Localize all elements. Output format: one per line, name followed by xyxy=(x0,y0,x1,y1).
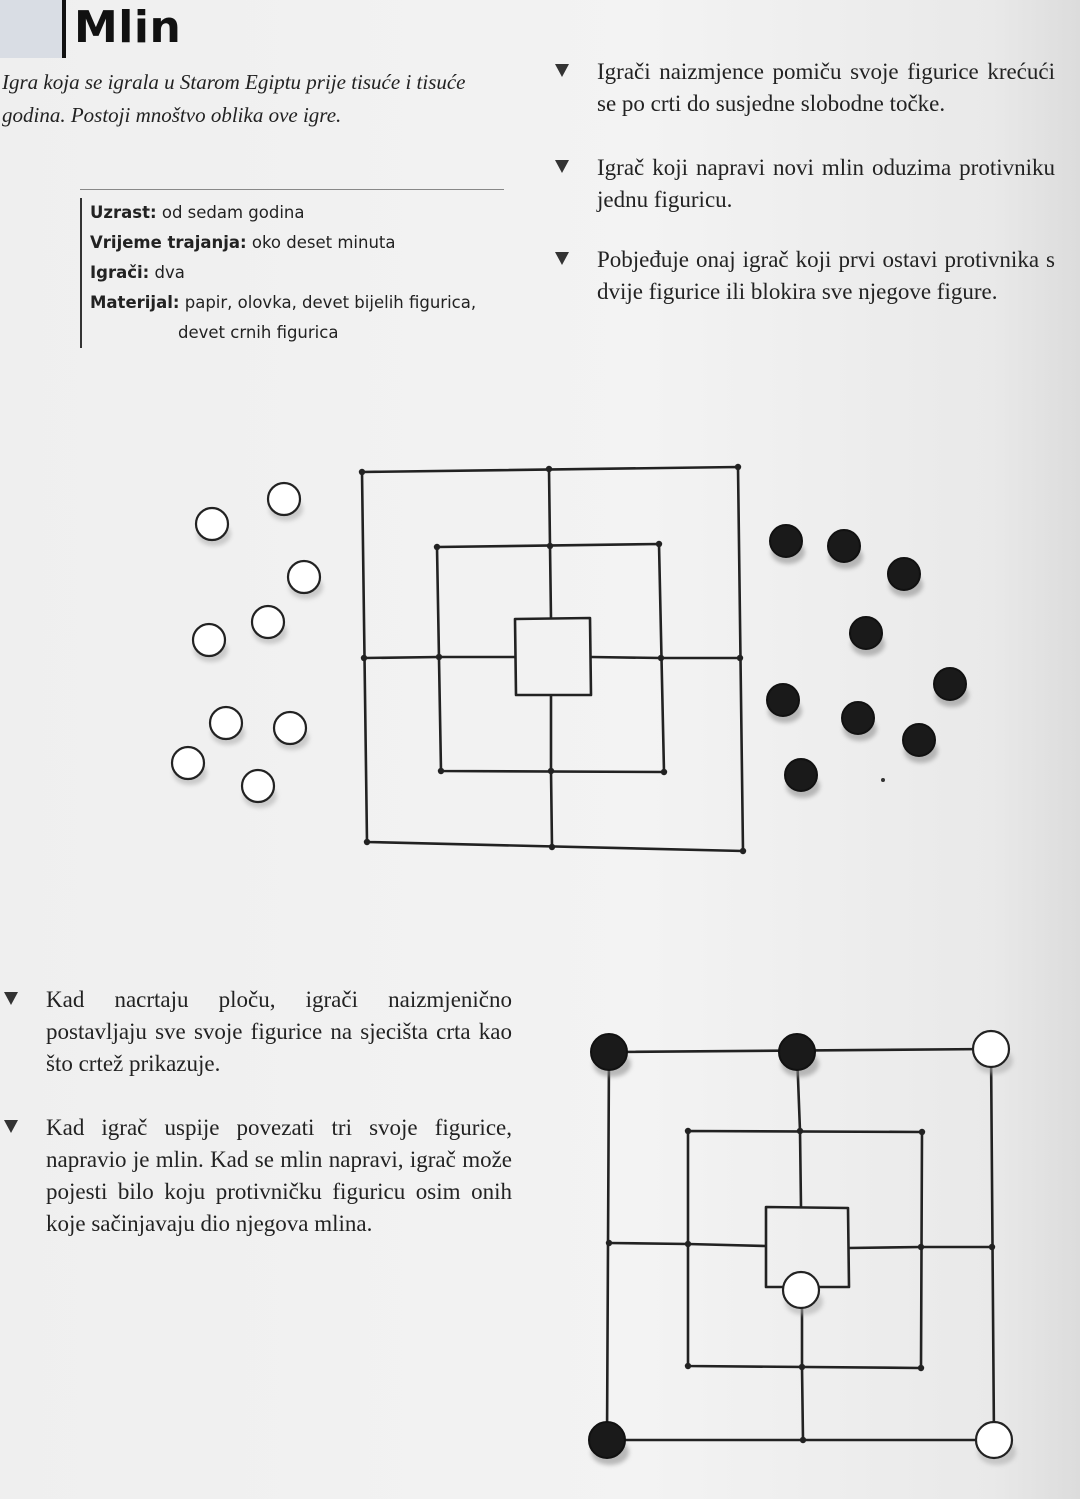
black-piece xyxy=(903,724,938,763)
white-piece xyxy=(268,483,303,521)
black-piece xyxy=(934,668,969,707)
info-material: Materijal: papir, olovka, devet bijelih figurica, xyxy=(90,293,477,312)
white-piece xyxy=(172,747,207,785)
mill-board-empty xyxy=(359,464,746,854)
white-piece xyxy=(210,707,245,745)
white-piece xyxy=(976,1422,1016,1465)
mill-board-game xyxy=(606,1049,995,1443)
board-inner-square xyxy=(515,618,591,695)
black-piece xyxy=(828,530,863,569)
white-piece xyxy=(252,606,287,644)
pencil-dot xyxy=(881,778,885,782)
white-piece xyxy=(274,712,309,750)
black-piece xyxy=(767,684,802,723)
white-piece xyxy=(196,508,231,546)
black-piece xyxy=(770,525,805,564)
rule-item: Kad igrač uspije povezati tri svoje figurice, napravio je mlin. Kad se mlin napravi, igrač može pojesti bilo koju protivničku figuricu osim onih koje sačinjavaju dio njegova mlina. xyxy=(4,1112,512,1240)
white-piece xyxy=(242,770,277,808)
board-middle-square xyxy=(688,1131,922,1368)
rule-item: Kad nacrtaju ploču, igrači naizmjenično postavljaju sve svoje figurice na sjecišta crta kao što crtež prikazuje. xyxy=(4,984,512,1080)
info-material-cont: devet crnih figurica xyxy=(178,323,339,342)
rule-item: Igrači naizmjence pomiču svoje figurice krećući se po crti do susjedne slobodne točke. xyxy=(555,56,1055,120)
info-players: Igrači: dva xyxy=(90,263,185,282)
white-piece xyxy=(783,1272,823,1315)
black-pieces-loose xyxy=(767,525,969,798)
page-title: Mlin xyxy=(74,2,182,53)
rule-item: Pobjeđuje onaj igrač koji prvi ostavi protivnika s dvije figurice ili blokira sve njegove figure. xyxy=(555,244,1055,308)
white-pieces-loose xyxy=(172,483,323,808)
black-piece xyxy=(591,1034,631,1077)
black-piece xyxy=(888,558,923,597)
white-piece xyxy=(193,624,228,662)
white-piece xyxy=(288,561,323,599)
rule-item: Igrač koji napravi novi mlin oduzima protivniku jednu figuricu. xyxy=(555,152,1055,216)
info-duration: Vrijeme trajanja: oko deset minuta xyxy=(90,233,396,252)
black-piece xyxy=(779,1034,819,1077)
black-piece xyxy=(589,1422,629,1465)
black-piece xyxy=(850,617,885,656)
board-connector-right xyxy=(591,657,740,658)
info-age: Uzrast: od sedam godina xyxy=(90,203,305,222)
black-piece xyxy=(842,702,877,741)
intro-text: Igra koja se igrala u Starom Egiptu prije tisuće i tisuće godina. Postoji mnoštvo oblika ove igre. xyxy=(2,70,466,127)
black-piece xyxy=(785,759,820,798)
white-piece xyxy=(973,1031,1013,1074)
